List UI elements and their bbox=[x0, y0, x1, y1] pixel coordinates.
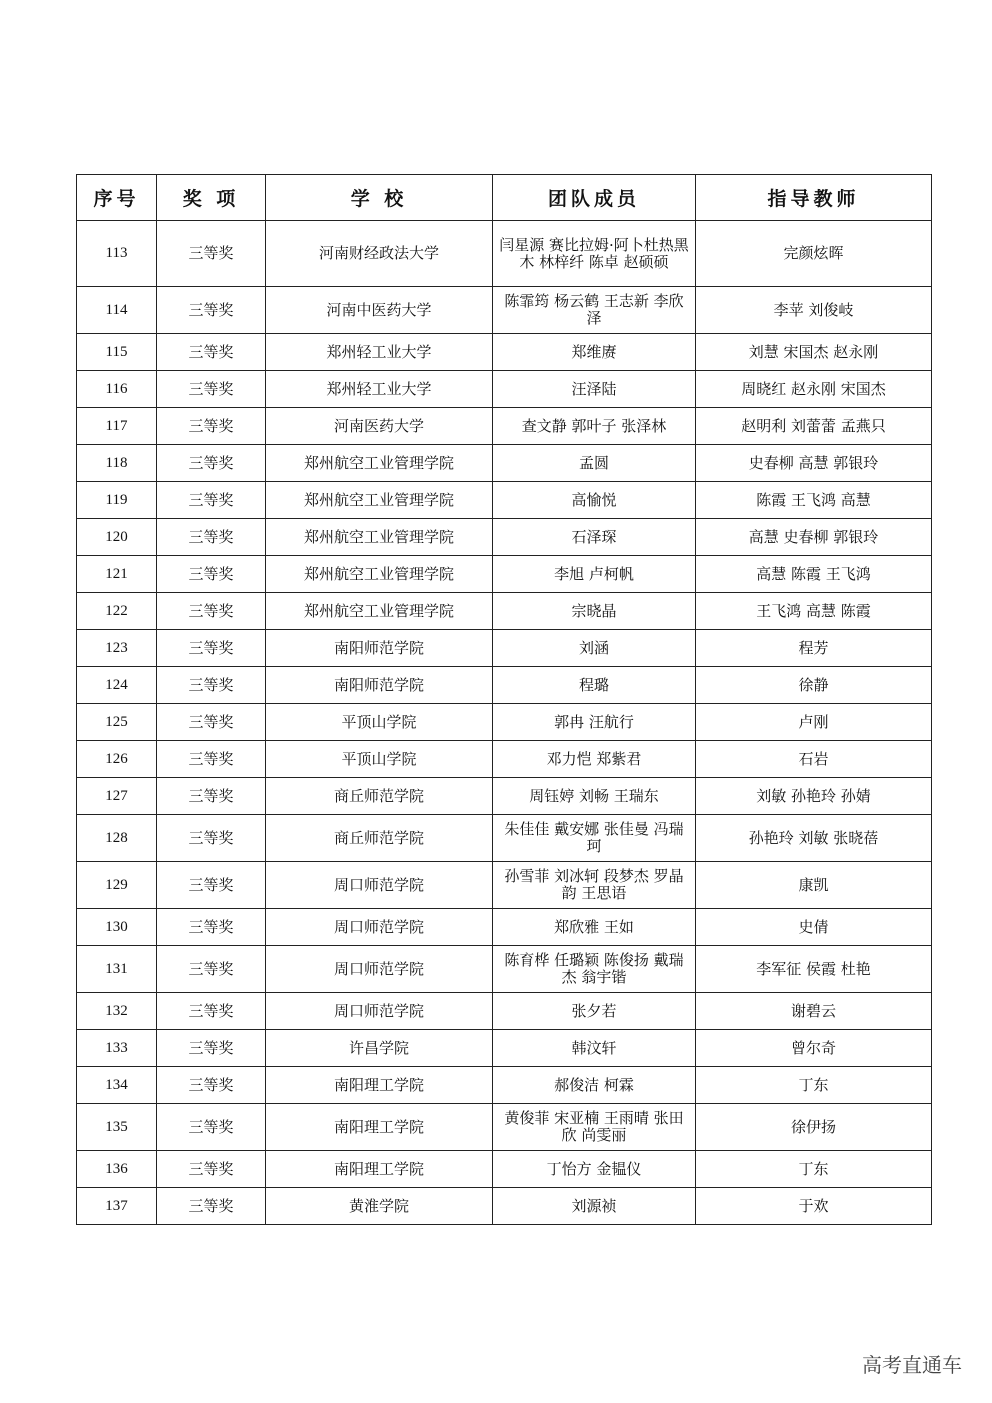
cell-school: 许昌学院 bbox=[266, 1030, 493, 1067]
cell-seq: 132 bbox=[77, 993, 157, 1030]
table-row bbox=[77, 287, 932, 334]
cell-members: 郑维赓 bbox=[493, 334, 696, 371]
table-row bbox=[77, 630, 932, 667]
cell-school: 河南中医药大学 bbox=[266, 287, 493, 334]
cell-seq: 120 bbox=[77, 519, 157, 556]
cell-members: 高愉悦 bbox=[493, 482, 696, 519]
cell-members: 宗晓晶 bbox=[493, 593, 696, 630]
table-row bbox=[77, 909, 932, 946]
cell-school: 周口师范学院 bbox=[266, 862, 493, 909]
table-row bbox=[77, 862, 932, 909]
cell-seq: 126 bbox=[77, 741, 157, 778]
watermark-text: 高考直通车 bbox=[862, 1353, 962, 1377]
table-row bbox=[77, 946, 932, 993]
header-school: 学 校 bbox=[266, 175, 493, 221]
table-row bbox=[77, 1151, 932, 1188]
cell-members: 查文静 郭叶子 张泽林 bbox=[493, 408, 696, 445]
cell-school: 南阳理工学院 bbox=[266, 1104, 493, 1151]
cell-seq: 117 bbox=[77, 408, 157, 445]
cell-advisors: 李苹 刘俊岐 bbox=[696, 287, 932, 334]
cell-members: 韩汶轩 bbox=[493, 1030, 696, 1067]
cell-seq: 129 bbox=[77, 862, 157, 909]
cell-advisors: 孙艳玲 刘敏 张晓蓓 bbox=[696, 815, 932, 862]
cell-seq: 128 bbox=[77, 815, 157, 862]
cell-seq: 127 bbox=[77, 778, 157, 815]
cell-award: 三等奖 bbox=[157, 1104, 266, 1151]
cell-members: 刘源祯 bbox=[493, 1188, 696, 1225]
cell-seq: 114 bbox=[77, 287, 157, 334]
cell-advisors: 史倩 bbox=[696, 909, 932, 946]
cell-school: 南阳师范学院 bbox=[266, 667, 493, 704]
table-header-row bbox=[77, 175, 932, 221]
table-row bbox=[77, 334, 932, 371]
cell-school: 南阳理工学院 bbox=[266, 1151, 493, 1188]
cell-award: 三等奖 bbox=[157, 667, 266, 704]
cell-advisors: 周晓红 赵永刚 宋国杰 bbox=[696, 371, 932, 408]
table-row bbox=[77, 408, 932, 445]
cell-school: 商丘师范学院 bbox=[266, 815, 493, 862]
table-row bbox=[77, 1104, 932, 1151]
cell-award: 三等奖 bbox=[157, 1067, 266, 1104]
cell-award: 三等奖 bbox=[157, 815, 266, 862]
award-table bbox=[76, 174, 932, 1225]
table-row bbox=[77, 445, 932, 482]
cell-advisors: 高慧 陈霞 王飞鸿 bbox=[696, 556, 932, 593]
cell-members: 汪泽陆 bbox=[493, 371, 696, 408]
table-row bbox=[77, 593, 932, 630]
table-row bbox=[77, 1188, 932, 1225]
cell-advisors: 曾尔奇 bbox=[696, 1030, 932, 1067]
cell-seq: 135 bbox=[77, 1104, 157, 1151]
header-advisors: 指导教师 bbox=[696, 175, 932, 221]
table-row bbox=[77, 1030, 932, 1067]
cell-members: 郑欣雅 王如 bbox=[493, 909, 696, 946]
cell-advisors: 丁东 bbox=[696, 1067, 932, 1104]
cell-members: 郭冉 汪航行 bbox=[493, 704, 696, 741]
cell-seq: 130 bbox=[77, 909, 157, 946]
cell-seq: 125 bbox=[77, 704, 157, 741]
cell-award: 三等奖 bbox=[157, 371, 266, 408]
cell-seq: 122 bbox=[77, 593, 157, 630]
cell-award: 三等奖 bbox=[157, 630, 266, 667]
cell-school: 平顶山学院 bbox=[266, 704, 493, 741]
table-row bbox=[77, 1067, 932, 1104]
cell-school: 郑州轻工业大学 bbox=[266, 334, 493, 371]
cell-members: 丁怡方 金韫仪 bbox=[493, 1151, 696, 1188]
cell-award: 三等奖 bbox=[157, 445, 266, 482]
cell-seq: 115 bbox=[77, 334, 157, 371]
table-row bbox=[77, 556, 932, 593]
cell-members: 朱佳佳 戴安娜 张佳曼 冯瑞珂 bbox=[493, 815, 696, 862]
table-row bbox=[77, 815, 932, 862]
cell-school: 郑州航空工业管理学院 bbox=[266, 519, 493, 556]
table-row bbox=[77, 704, 932, 741]
cell-advisors: 程芳 bbox=[696, 630, 932, 667]
cell-seq: 116 bbox=[77, 371, 157, 408]
cell-seq: 133 bbox=[77, 1030, 157, 1067]
table-row bbox=[77, 482, 932, 519]
cell-award: 三等奖 bbox=[157, 704, 266, 741]
cell-school: 河南医药大学 bbox=[266, 408, 493, 445]
cell-seq: 136 bbox=[77, 1151, 157, 1188]
cell-members: 刘涵 bbox=[493, 630, 696, 667]
cell-advisors: 刘敏 孙艳玲 孙婧 bbox=[696, 778, 932, 815]
cell-award: 三等奖 bbox=[157, 946, 266, 993]
table-row bbox=[77, 371, 932, 408]
table-body bbox=[77, 221, 932, 1225]
cell-members: 李旭 卢柯帆 bbox=[493, 556, 696, 593]
cell-advisors: 丁东 bbox=[696, 1151, 932, 1188]
cell-advisors: 康凯 bbox=[696, 862, 932, 909]
cell-advisors: 徐伊扬 bbox=[696, 1104, 932, 1151]
cell-award: 三等奖 bbox=[157, 287, 266, 334]
cell-advisors: 陈霞 王飞鸿 高慧 bbox=[696, 482, 932, 519]
header-seq: 序号 bbox=[77, 175, 157, 221]
cell-award: 三等奖 bbox=[157, 741, 266, 778]
cell-members: 张夕若 bbox=[493, 993, 696, 1030]
cell-advisors: 谢碧云 bbox=[696, 993, 932, 1030]
cell-members: 孙雪菲 刘冰轲 段梦杰 罗晶韵 王思语 bbox=[493, 862, 696, 909]
cell-award: 三等奖 bbox=[157, 593, 266, 630]
cell-award: 三等奖 bbox=[157, 556, 266, 593]
cell-school: 郑州航空工业管理学院 bbox=[266, 445, 493, 482]
cell-award: 三等奖 bbox=[157, 778, 266, 815]
cell-school: 南阳师范学院 bbox=[266, 630, 493, 667]
cell-award: 三等奖 bbox=[157, 1030, 266, 1067]
cell-award: 三等奖 bbox=[157, 519, 266, 556]
cell-seq: 123 bbox=[77, 630, 157, 667]
cell-members: 陈霏筠 杨云鹤 王志新 李欣泽 bbox=[493, 287, 696, 334]
cell-award: 三等奖 bbox=[157, 909, 266, 946]
cell-award: 三等奖 bbox=[157, 482, 266, 519]
cell-members: 石泽琛 bbox=[493, 519, 696, 556]
cell-school: 平顶山学院 bbox=[266, 741, 493, 778]
cell-seq: 121 bbox=[77, 556, 157, 593]
cell-school: 商丘师范学院 bbox=[266, 778, 493, 815]
cell-school: 郑州轻工业大学 bbox=[266, 371, 493, 408]
cell-members: 郝俊洁 柯霖 bbox=[493, 1067, 696, 1104]
cell-award: 三等奖 bbox=[157, 993, 266, 1030]
cell-advisors: 徐静 bbox=[696, 667, 932, 704]
cell-award: 三等奖 bbox=[157, 408, 266, 445]
cell-school: 郑州航空工业管理学院 bbox=[266, 482, 493, 519]
cell-advisors: 赵明利 刘蕾蕾 孟燕只 bbox=[696, 408, 932, 445]
cell-school: 郑州航空工业管理学院 bbox=[266, 593, 493, 630]
cell-advisors: 卢刚 bbox=[696, 704, 932, 741]
cell-award: 三等奖 bbox=[157, 221, 266, 287]
cell-members: 黄俊菲 宋亚楠 王雨晴 张田欣 尚雯丽 bbox=[493, 1104, 696, 1151]
cell-advisors: 于欢 bbox=[696, 1188, 932, 1225]
table-row bbox=[77, 778, 932, 815]
table-row bbox=[77, 519, 932, 556]
cell-advisors: 完颜炫晖 bbox=[696, 221, 932, 287]
table-row bbox=[77, 993, 932, 1030]
cell-award: 三等奖 bbox=[157, 1151, 266, 1188]
cell-advisors: 李军征 侯霞 杜艳 bbox=[696, 946, 932, 993]
cell-members: 邓力恺 郑紫君 bbox=[493, 741, 696, 778]
cell-seq: 124 bbox=[77, 667, 157, 704]
cell-seq: 134 bbox=[77, 1067, 157, 1104]
cell-members: 孟圆 bbox=[493, 445, 696, 482]
cell-members: 闫星源 赛比拉姆·阿卜杜热黑木 林梓纤 陈卓 赵硕硕 bbox=[493, 221, 696, 287]
cell-members: 周钰婷 刘畅 王瑞东 bbox=[493, 778, 696, 815]
cell-advisors: 高慧 史春柳 郭银玲 bbox=[696, 519, 932, 556]
cell-school: 周口师范学院 bbox=[266, 993, 493, 1030]
header-members: 团队成员 bbox=[493, 175, 696, 221]
cell-advisors: 王飞鸿 高慧 陈霞 bbox=[696, 593, 932, 630]
cell-school: 周口师范学院 bbox=[266, 946, 493, 993]
table-row bbox=[77, 667, 932, 704]
table-row bbox=[77, 221, 932, 287]
cell-members: 程璐 bbox=[493, 667, 696, 704]
cell-members: 陈育桦 任璐颖 陈俊扬 戴瑞杰 翁宇锴 bbox=[493, 946, 696, 993]
cell-advisors: 刘慧 宋国杰 赵永刚 bbox=[696, 334, 932, 371]
cell-school: 黄淮学院 bbox=[266, 1188, 493, 1225]
cell-school: 周口师范学院 bbox=[266, 909, 493, 946]
cell-award: 三等奖 bbox=[157, 1188, 266, 1225]
cell-advisors: 史春柳 高慧 郭银玲 bbox=[696, 445, 932, 482]
cell-school: 郑州航空工业管理学院 bbox=[266, 556, 493, 593]
cell-seq: 118 bbox=[77, 445, 157, 482]
cell-school: 河南财经政法大学 bbox=[266, 221, 493, 287]
cell-seq: 113 bbox=[77, 221, 157, 287]
cell-advisors: 石岩 bbox=[696, 741, 932, 778]
cell-award: 三等奖 bbox=[157, 334, 266, 371]
table-row bbox=[77, 741, 932, 778]
cell-seq: 131 bbox=[77, 946, 157, 993]
cell-school: 南阳理工学院 bbox=[266, 1067, 493, 1104]
header-award: 奖 项 bbox=[157, 175, 266, 221]
cell-award: 三等奖 bbox=[157, 862, 266, 909]
cell-seq: 137 bbox=[77, 1188, 157, 1225]
cell-seq: 119 bbox=[77, 482, 157, 519]
